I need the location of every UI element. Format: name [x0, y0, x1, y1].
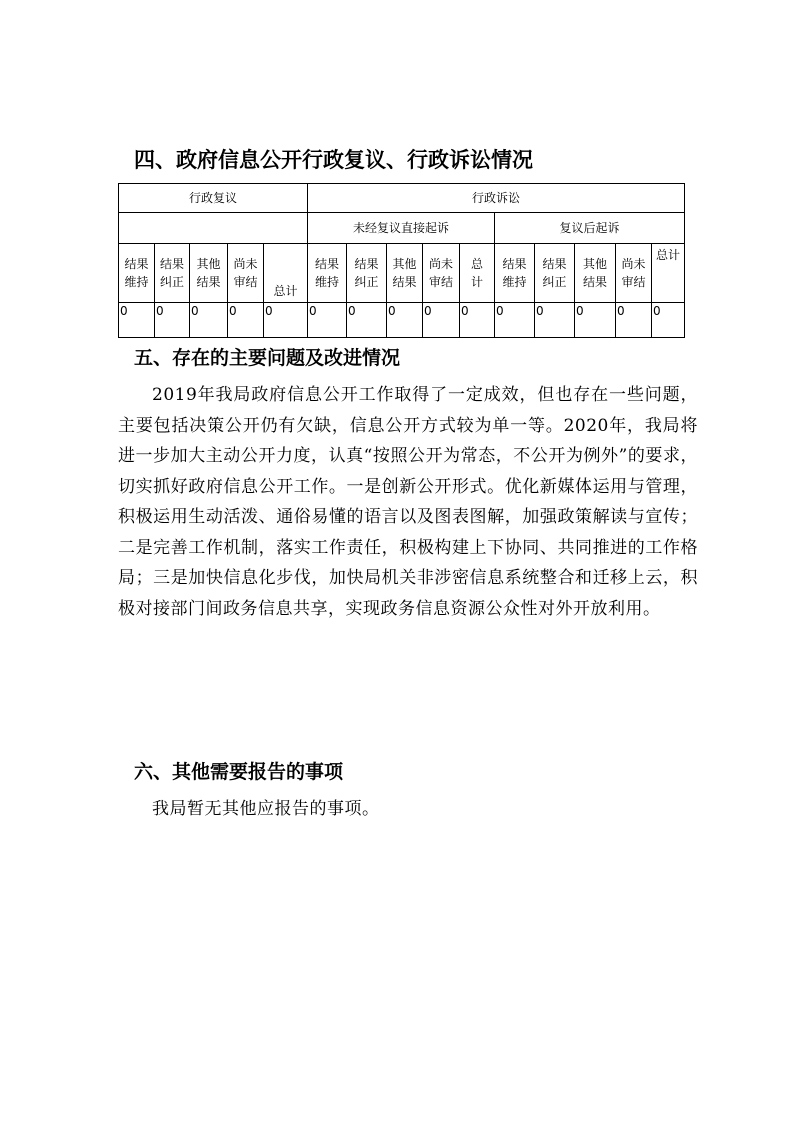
column-label-line: 结果 — [582, 275, 607, 289]
column-label — [575, 255, 615, 291]
column-label — [119, 255, 154, 291]
review-header-cell — [118, 183, 308, 213]
column-label-line: 维持 — [124, 275, 149, 289]
column-label — [535, 255, 574, 291]
section-six-heading: 六、其他需要报告的事项 — [134, 761, 344, 783]
column-label — [652, 246, 684, 264]
column-label-line: 计 — [470, 275, 483, 289]
column-label-line: 其他 — [392, 257, 417, 271]
direct-header: 未经复议直接起诉 — [352, 221, 449, 235]
value-cell — [386, 302, 423, 338]
value-text: 0 — [617, 304, 625, 318]
column-label-line: 审结 — [233, 275, 258, 289]
value-text: 0 — [120, 304, 128, 318]
column-label-cell — [154, 243, 190, 303]
litigation-header-cell — [307, 183, 685, 213]
column-label-line: 总 — [470, 257, 483, 271]
column-label-cell — [189, 243, 228, 303]
column-label — [308, 255, 346, 291]
value-cell — [422, 302, 460, 338]
value-text: 0 — [536, 304, 544, 318]
direct-header-cell — [307, 212, 495, 244]
column-label — [155, 255, 189, 291]
value-cell — [154, 302, 190, 338]
value-text: 0 — [309, 304, 317, 318]
column-label-cell — [263, 243, 308, 303]
column-label-line: 结果 — [542, 257, 567, 271]
value-cell — [263, 302, 308, 338]
column-label — [423, 255, 459, 291]
column-label — [190, 255, 227, 291]
column-label-cell — [307, 243, 347, 303]
column-label — [460, 255, 494, 291]
column-label-line: 纠正 — [159, 275, 184, 289]
column-label — [387, 255, 422, 291]
value-cell — [118, 302, 155, 338]
column-label-cell — [651, 243, 685, 303]
value-cell — [651, 302, 685, 338]
value-cell — [307, 302, 347, 338]
value-text: 0 — [156, 304, 164, 318]
column-label-line: 结果 — [354, 257, 379, 271]
column-label-line: 尚未 — [233, 257, 258, 271]
column-label-line: 审结 — [621, 275, 646, 289]
column-label — [347, 255, 386, 291]
column-label-line: 结果 — [314, 257, 339, 271]
value-cell — [494, 302, 535, 338]
value-text: 0 — [653, 304, 661, 318]
value-text: 0 — [496, 304, 504, 318]
litigation-header: 行政诉讼 — [471, 191, 520, 205]
section-six-body: 我局暂无其他应报告的事项。 — [152, 799, 380, 819]
section-five-body: 2019年我局政府信息公开工作取得了一定成效，但也存在一些问题，主要包括决策公开仍有欠缺，信息公开方式较为单一等。2020年，我局将进一步加大主动公开力度，认真“按照公开为常态，不公开为例外”的要求，切实抓好政府信息公开工作。一是创新公开形式。优化新媒体运用与管理，积极运用生动活泼、通俗易懂的语言以及图表图解，加强政策解读与宣传；二是完善工作机制，落实工作责任，积极构建上下协同、共同推进的工作格局；三是加快信息化步伐，加快局机关非涉密信息系统整合和迁移上云，积极对接部门间政务信息共享，实现政务信息资源公众性对外开放利用。 — [118, 385, 698, 619]
column-label — [616, 255, 651, 291]
column-label — [228, 255, 263, 291]
value-text: 0 — [229, 304, 237, 318]
value-cell — [574, 302, 616, 338]
value-cell — [189, 302, 228, 338]
column-label-cell — [422, 243, 460, 303]
column-label-line: 结果 — [392, 275, 417, 289]
column-label — [264, 282, 307, 300]
column-label-line: 尚未 — [428, 257, 453, 271]
column-label-line: 结果 — [159, 257, 184, 271]
value-text: 0 — [348, 304, 356, 318]
value-text: 0 — [191, 304, 199, 318]
column-label-line: 其他 — [196, 257, 221, 271]
column-label-cell — [118, 243, 155, 303]
column-label — [495, 255, 534, 291]
section-five-heading: 五、存在的主要问题及改进情况 — [134, 347, 401, 369]
column-label-line: 总计 — [273, 284, 298, 298]
column-label-cell — [534, 243, 575, 303]
value-text: 0 — [265, 304, 273, 318]
review-header: 行政复议 — [188, 191, 237, 205]
after-header: 复议后起诉 — [559, 221, 620, 235]
value-text: 0 — [424, 304, 432, 318]
column-label-line: 维持 — [314, 275, 339, 289]
value-cell — [615, 302, 652, 338]
column-label-line: 总计 — [655, 248, 680, 262]
column-label-line: 纠正 — [354, 275, 379, 289]
column-label-line: 结果 — [124, 257, 149, 271]
column-label-cell — [227, 243, 264, 303]
value-cell — [459, 302, 495, 338]
value-text: 0 — [576, 304, 584, 318]
value-cell — [227, 302, 264, 338]
column-label-line: 其他 — [582, 257, 607, 271]
column-label-line: 结果 — [196, 275, 221, 289]
column-label-cell — [615, 243, 652, 303]
section-four-heading: 四、政府信息公开行政复议、行政诉讼情况 — [134, 148, 533, 172]
column-label-cell — [459, 243, 495, 303]
column-label-line: 结果 — [502, 257, 527, 271]
column-label-cell — [346, 243, 387, 303]
after-header-cell — [494, 212, 685, 244]
value-cell — [534, 302, 575, 338]
column-label-cell — [494, 243, 535, 303]
column-label-cell — [574, 243, 616, 303]
value-text: 0 — [461, 304, 469, 318]
review-spacer-cell — [118, 212, 308, 244]
column-label-line: 尚未 — [621, 257, 646, 271]
value-text: 0 — [388, 304, 396, 318]
column-label-line: 纠正 — [542, 275, 567, 289]
column-label-cell — [386, 243, 423, 303]
column-label-line: 审结 — [428, 275, 453, 289]
column-label-line: 维持 — [502, 275, 527, 289]
value-cell — [346, 302, 387, 338]
